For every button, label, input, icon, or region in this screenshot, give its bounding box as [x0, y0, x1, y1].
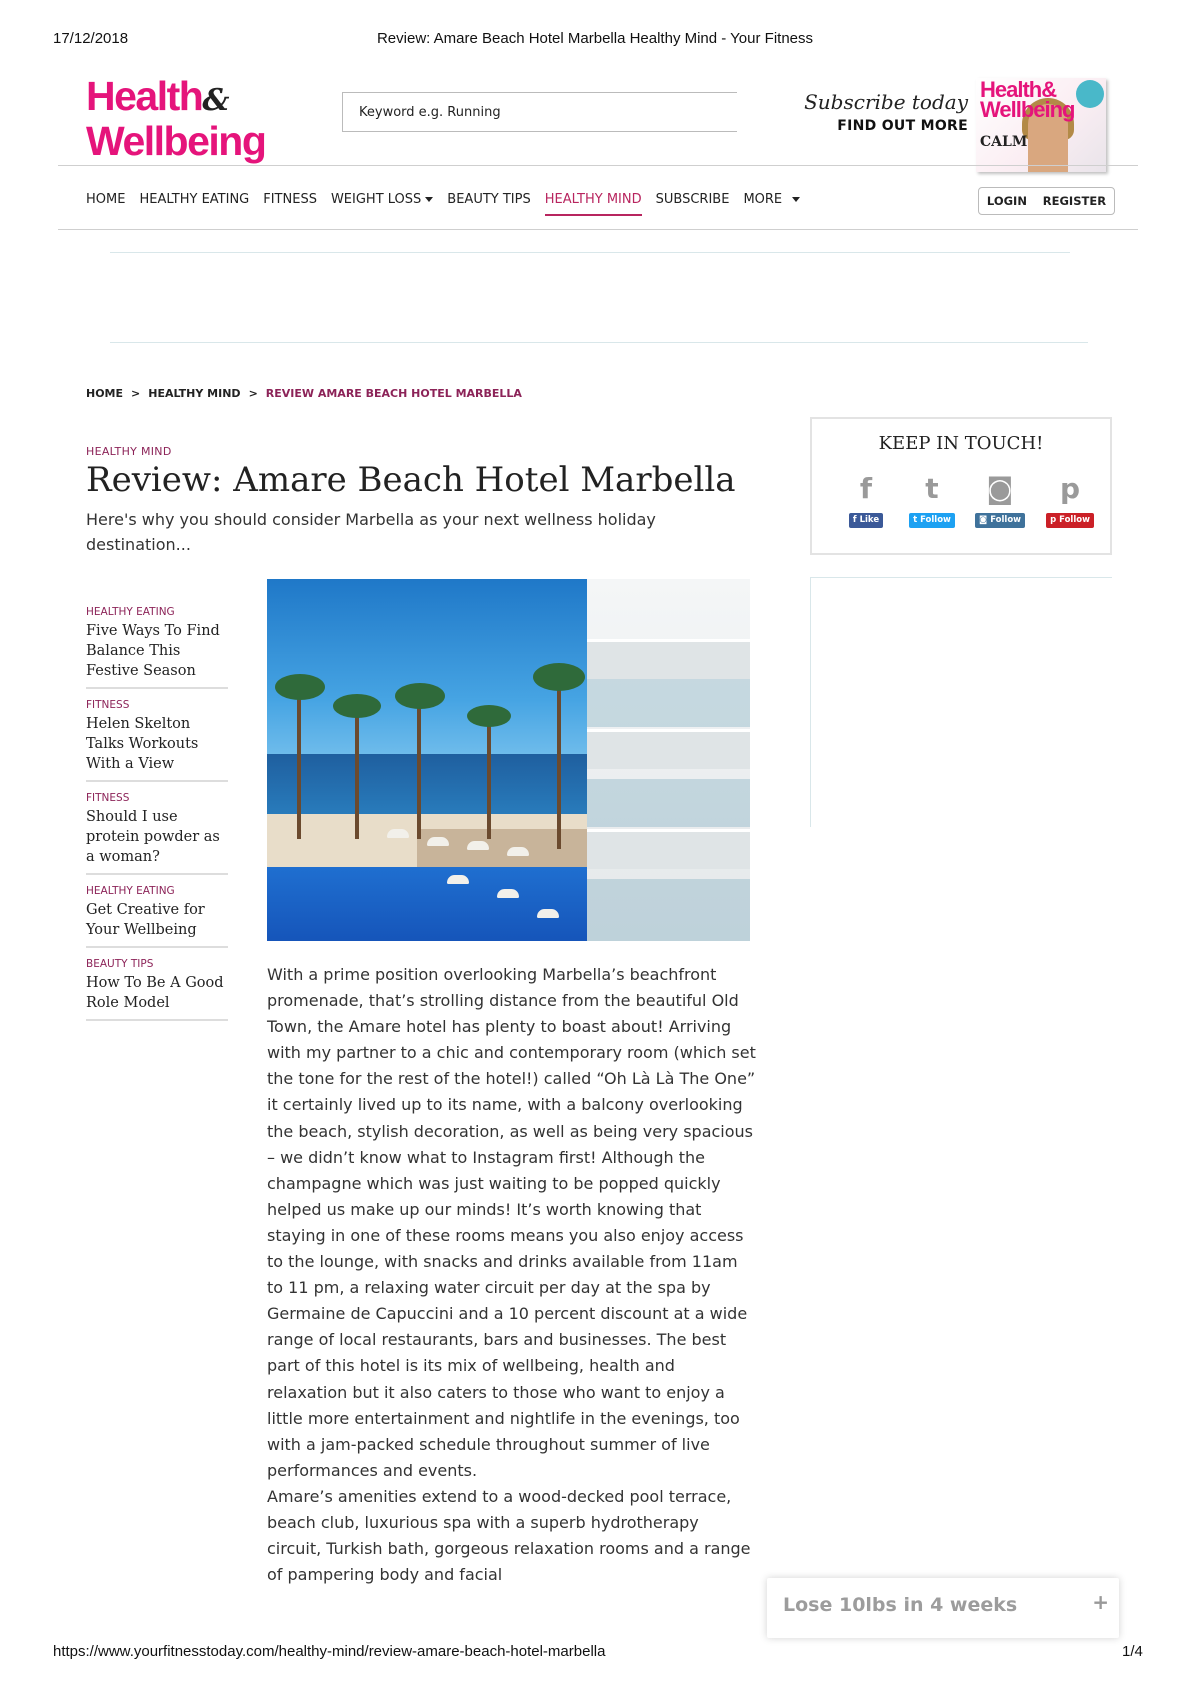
related-article-title: Helen Skelton Talks Workouts With a View: [86, 716, 199, 772]
ad-slot-top-border: [110, 252, 1070, 253]
subscribe-tagline: Subscribe today: [804, 90, 968, 114]
article-category[interactable]: HEALTHY MIND: [86, 445, 172, 458]
breadcrumb-current: REVIEW AMARE BEACH HOTEL MARBELLA: [265, 387, 522, 400]
magazine-coverline: CALM: [980, 134, 1028, 150]
twitter-follow-button[interactable]: t Follow: [909, 513, 955, 528]
photo-palm: [487, 719, 491, 839]
sidebar-ad-slot: [810, 577, 1112, 827]
related-article-title: Get Creative for Your Wellbeing: [86, 902, 205, 938]
photo-umbrella: [537, 909, 559, 918]
print-date: 17/12/2018: [53, 30, 129, 47]
print-header: [0, 30, 1190, 50]
find-out-more-link[interactable]: FIND OUT MORE: [837, 118, 968, 134]
twitter-icon[interactable]: t: [925, 472, 939, 505]
cover-badge: [1076, 80, 1104, 108]
keep-in-touch-title: KEEP IN TOUCH!: [878, 433, 1044, 454]
ad-slot-bottom-border: [110, 342, 1088, 343]
expand-icon[interactable]: +: [1092, 1590, 1109, 1614]
article-standfirst: Here's why you should consider Marbella as your next wellness holiday destination...: [86, 510, 656, 554]
photo-umbrella: [427, 837, 449, 846]
related-article-category: FITNESS: [86, 792, 130, 804]
register-link[interactable]: REGISTER: [1042, 194, 1107, 208]
photo-glass-railing: [587, 779, 750, 827]
nav-weight-loss[interactable]: WEIGHT LOSS: [331, 190, 433, 216]
photo-glass-railing: [587, 679, 750, 727]
print-page-number: 1/4: [1122, 1643, 1143, 1660]
nav-beauty-tips[interactable]: BEAUTY TIPS: [447, 192, 531, 207]
related-article-category: HEALTHY EATING: [86, 885, 175, 897]
photo-umbrella: [497, 889, 519, 898]
nav-fitness[interactable]: FITNESS: [263, 192, 317, 207]
header-divider-bottom: [58, 229, 1138, 230]
related-article[interactable]: [86, 606, 228, 689]
photo-palm-leaves: [275, 674, 325, 700]
nav-subscribe[interactable]: SUBSCRIBE: [655, 192, 730, 207]
photo-palm: [297, 689, 301, 839]
main-nav: [86, 190, 814, 220]
nav-home[interactable]: HOME: [86, 192, 126, 207]
article-paragraph: Amare’s amenities extend to a wood-decked pool terrace, beach club, luxurious spa with a superb hydrotherapy circuit, Turkish bath, gorgeous relaxation rooms and a range of pampering body and facial: [267, 1486, 751, 1585]
chevron-down-icon: [425, 197, 433, 202]
instagram-follow-button[interactable]: ◙ Follow: [975, 513, 1025, 528]
related-article[interactable]: [86, 699, 228, 782]
magazine-cover-image[interactable]: [976, 78, 1106, 172]
hero-image: [267, 579, 750, 941]
related-article-title: How To Be A Good Role Model: [86, 975, 224, 1011]
twitter-social: [900, 471, 964, 528]
instagram-icon[interactable]: ◙: [986, 472, 1014, 505]
logo-text-wellbeing: Wellbeing: [86, 118, 266, 164]
article-title: Review: Amare Beach Hotel Marbella: [86, 460, 736, 500]
photo-umbrella: [507, 847, 529, 856]
related-article-title: Should I use protein powder as a woman?: [86, 809, 220, 865]
photo-balcony: [587, 639, 750, 679]
photo-glass-railing: [587, 879, 750, 941]
related-article-title: Five Ways To Find Balance This Festive Season: [86, 623, 220, 679]
photo-palm: [417, 699, 421, 839]
auth-box: [978, 187, 1115, 215]
facebook-social: [834, 471, 898, 528]
nav-more[interactable]: MORE: [743, 190, 800, 216]
photo-pool: [267, 867, 597, 941]
facebook-icon[interactable]: f: [859, 472, 873, 505]
site-logo[interactable]: [86, 73, 306, 164]
chevron-down-icon: [792, 197, 800, 202]
photo-balcony: [587, 829, 750, 869]
promo-widget-text: Lose 10lbs in 4 weeks: [783, 1594, 1018, 1616]
promo-widget[interactable]: [767, 1578, 1119, 1638]
photo-palm-leaves: [467, 705, 511, 727]
facebook-like-button[interactable]: f Like: [849, 513, 883, 528]
search-input[interactable]: [343, 93, 737, 131]
pinterest-social: [1038, 471, 1102, 528]
print-url: https://www.yourfitnesstoday.com/healthy-mind/review-amare-beach-hotel-marbella: [53, 1643, 606, 1660]
related-article-category: FITNESS: [86, 699, 130, 711]
pinterest-follow-button[interactable]: p Follow: [1046, 513, 1094, 528]
photo-umbrella: [447, 875, 469, 884]
login-link[interactable]: LOGIN: [986, 194, 1027, 208]
related-article[interactable]: [86, 792, 228, 875]
photo-palm-leaves: [395, 683, 445, 709]
photo-palm: [355, 709, 359, 839]
breadcrumb: [86, 387, 522, 400]
photo-balcony: [587, 729, 750, 769]
article-paragraph: With a prime position overlooking Marbella’s beachfront promenade, that’s strolling distance from the beautiful Old Town, the Amare hotel has plenty to boast about! Arriving with my partner to a chic and contemporary room (which set the tone for the rest of the hotel!) called “Oh Là Là The One” it certainly lived up to its name, with a balcony overlooking the beach, stylish decoration, as well as being very spacious – we didn’t know what to Instagram first! Although the champagne which was just waiting to be popped quickly helped us make up our minds! It’s worth knowing that staying in one of these rooms means you also enjoy access to the lounge, with snacks and drinks available from 11am to 11 pm, a relaxing water circuit per day at the spa by Germaine de Capuccini and a 10 percent discount at a wide range of local restaurants, bars and businesses. The best part of this hotel is its mix of wellbeing, health and relaxation but it also caters to those who want to enjoy a little more entertainment and nightlife in the evenings, too with a jam-packed schedule throughout summer of live performances and events.: [267, 965, 756, 1480]
subscribe-promo[interactable]: [800, 90, 968, 134]
magazine-title: Health& Wellbeing: [980, 78, 1075, 122]
pinterest-icon[interactable]: p: [1059, 472, 1081, 505]
logo-text-health: Health&: [86, 73, 230, 119]
instagram-social: [968, 471, 1032, 528]
breadcrumb-section[interactable]: HEALTHY MIND: [148, 387, 241, 400]
breadcrumb-separator: >: [248, 387, 258, 400]
nav-healthy-eating[interactable]: HEALTHY EATING: [139, 192, 250, 207]
print-title: Review: Amare Beach Hotel Marbella Healthy Mind - Your Fitness: [376, 30, 814, 47]
photo-palm-leaves: [533, 663, 585, 691]
breadcrumb-separator: >: [131, 387, 141, 400]
related-article[interactable]: [86, 958, 228, 1021]
nav-healthy-mind[interactable]: HEALTHY MIND: [545, 190, 642, 216]
header-divider-top: [58, 165, 1138, 166]
photo-palm-leaves: [333, 694, 381, 718]
related-article-category: HEALTHY EATING: [86, 606, 175, 618]
related-article-category: BEAUTY TIPS: [86, 958, 154, 970]
photo-umbrella: [467, 841, 489, 850]
breadcrumb-home[interactable]: HOME: [86, 387, 124, 400]
photo-umbrella: [387, 829, 409, 838]
photo-palm: [557, 679, 561, 849]
related-article[interactable]: [86, 885, 228, 948]
article-body: [267, 962, 757, 1588]
related-articles: [86, 606, 228, 1031]
search-box: [342, 92, 737, 132]
keep-in-touch-box: [810, 417, 1112, 555]
